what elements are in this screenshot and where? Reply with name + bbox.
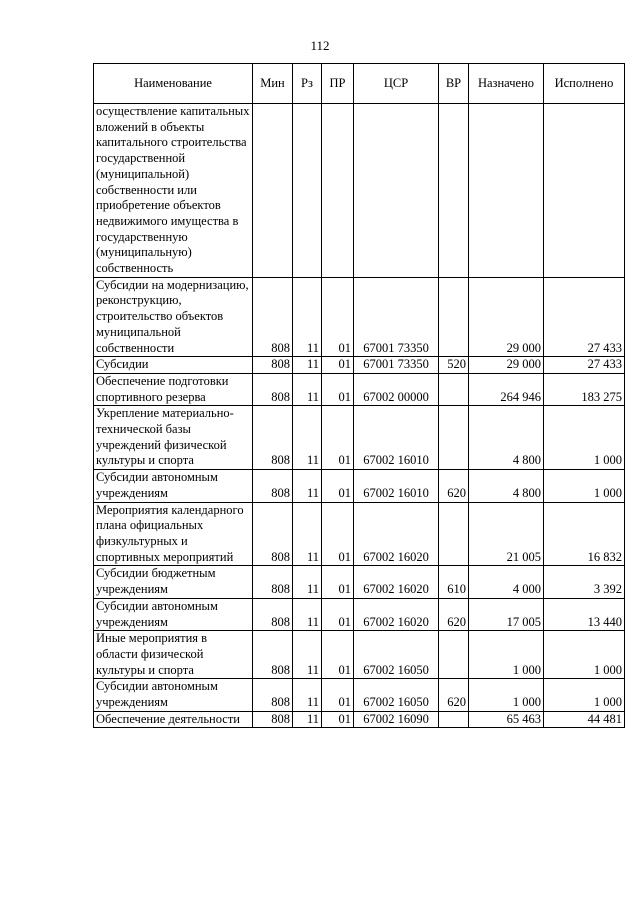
cell-assigned: 65 463 (469, 711, 544, 728)
cell-pr: 01 (322, 470, 354, 502)
table-row (94, 357, 625, 374)
cell-assigned (469, 104, 544, 278)
cell-csr: 67002 16020 (354, 566, 439, 598)
cell-vr (439, 502, 469, 566)
cell-min: 808 (253, 277, 293, 357)
cell-min: 808 (253, 406, 293, 470)
cell-executed: 44 481 (544, 711, 625, 728)
page-number: 112 (310, 38, 330, 53)
cell-rz (293, 104, 322, 278)
cell-assigned: 21 005 (469, 502, 544, 566)
cell-assigned: 1 000 (469, 631, 544, 679)
cell-csr: 67002 16050 (354, 679, 439, 711)
cell-name: Иные мероприятия в области физической культуры и спорта (94, 631, 253, 679)
cell-csr: 67002 16020 (354, 502, 439, 566)
cell-rz: 11 (293, 470, 322, 502)
cell-assigned: 17 005 (469, 598, 544, 630)
cell-rz: 11 (293, 373, 322, 405)
cell-executed (544, 104, 625, 278)
cell-assigned: 29 000 (469, 357, 544, 374)
cell-name: Субсидии на модернизацию, реконструкцию, строительство объектов муниципальной собственности (94, 277, 253, 357)
cell-vr (439, 373, 469, 405)
cell-executed: 3 392 (544, 566, 625, 598)
cell-executed: 1 000 (544, 631, 625, 679)
cell-pr: 01 (322, 277, 354, 357)
header-min: Мин (253, 64, 293, 104)
cell-vr: 620 (439, 598, 469, 630)
cell-name: Субсидии (94, 357, 253, 374)
cell-assigned: 4 000 (469, 566, 544, 598)
header-rz: Рз (293, 64, 322, 104)
cell-name: Мероприятия календарного плана официальных физкультурных и спортивных мероприятий (94, 502, 253, 566)
table-row (94, 566, 625, 598)
cell-csr: 67002 16010 (354, 406, 439, 470)
cell-rz: 11 (293, 711, 322, 728)
cell-executed: 27 433 (544, 277, 625, 357)
cell-vr (439, 406, 469, 470)
cell-vr: 520 (439, 357, 469, 374)
table-row (94, 277, 625, 357)
cell-executed: 183 275 (544, 373, 625, 405)
cell-pr: 01 (322, 711, 354, 728)
cell-name: Субсидии бюджетным учреждениям (94, 566, 253, 598)
cell-min: 808 (253, 470, 293, 502)
cell-executed: 13 440 (544, 598, 625, 630)
header-vr: ВР (439, 64, 469, 104)
table-row (94, 373, 625, 405)
table-header-row (94, 64, 625, 104)
cell-pr: 01 (322, 598, 354, 630)
table-row (94, 104, 625, 278)
cell-assigned: 4 800 (469, 406, 544, 470)
cell-pr: 01 (322, 631, 354, 679)
cell-min: 808 (253, 631, 293, 679)
cell-executed: 1 000 (544, 679, 625, 711)
cell-min: 808 (253, 502, 293, 566)
cell-executed: 16 832 (544, 502, 625, 566)
cell-name: Укрепление материально-технической базы учреждений физической культуры и спорта (94, 406, 253, 470)
cell-vr: 620 (439, 679, 469, 711)
cell-rz: 11 (293, 598, 322, 630)
cell-executed: 27 433 (544, 357, 625, 374)
cell-assigned: 4 800 (469, 470, 544, 502)
cell-pr: 01 (322, 502, 354, 566)
cell-min: 808 (253, 679, 293, 711)
cell-rz: 11 (293, 357, 322, 374)
table-row (94, 711, 625, 728)
cell-rz: 11 (293, 277, 322, 357)
cell-min: 808 (253, 357, 293, 374)
cell-min: 808 (253, 711, 293, 728)
header-name: Наименование (94, 64, 253, 104)
cell-assigned: 1 000 (469, 679, 544, 711)
cell-csr: 67002 16050 (354, 631, 439, 679)
cell-name: Субсидии автономным учреждениям (94, 470, 253, 502)
table-body (94, 104, 625, 728)
cell-rz: 11 (293, 679, 322, 711)
cell-rz: 11 (293, 502, 322, 566)
cell-rz: 11 (293, 631, 322, 679)
cell-vr (439, 277, 469, 357)
cell-pr: 01 (322, 679, 354, 711)
cell-vr: 620 (439, 470, 469, 502)
cell-name: Субсидии автономным учреждениям (94, 679, 253, 711)
cell-pr: 01 (322, 566, 354, 598)
cell-name: Обеспечение деятельности (94, 711, 253, 728)
cell-min: 808 (253, 373, 293, 405)
table-row (94, 406, 625, 470)
cell-csr: 67002 00000 (354, 373, 439, 405)
cell-csr: 67002 16010 (354, 470, 439, 502)
table-row (94, 470, 625, 502)
cell-vr (439, 104, 469, 278)
cell-min: 808 (253, 566, 293, 598)
cell-name: Обеспечение подготовки спортивного резерва (94, 373, 253, 405)
cell-min (253, 104, 293, 278)
table-row (94, 598, 625, 630)
table-row (94, 502, 625, 566)
budget-table (93, 63, 625, 728)
cell-pr (322, 104, 354, 278)
cell-csr (354, 104, 439, 278)
table-row (94, 631, 625, 679)
cell-csr: 67001 73350 (354, 277, 439, 357)
cell-executed: 1 000 (544, 406, 625, 470)
cell-executed: 1 000 (544, 470, 625, 502)
cell-assigned: 264 946 (469, 373, 544, 405)
header-executed: Исполнено (544, 64, 625, 104)
cell-csr: 67002 16020 (354, 598, 439, 630)
cell-rz: 11 (293, 406, 322, 470)
cell-min: 808 (253, 598, 293, 630)
cell-name: Субсидии автономным учреждениям (94, 598, 253, 630)
cell-name: осуществление капитальных вложений в объекты капитального строительства государственной (муниципальной) собственности или приобретение объектов недвижимого имущества в государственную (муниципальную) собственность (94, 104, 253, 278)
header-csr: ЦСР (354, 64, 439, 104)
cell-csr: 67002 16090 (354, 711, 439, 728)
cell-vr (439, 631, 469, 679)
header-assigned: Назначено (469, 64, 544, 104)
cell-vr (439, 711, 469, 728)
cell-assigned: 29 000 (469, 277, 544, 357)
cell-pr: 01 (322, 357, 354, 374)
cell-vr: 610 (439, 566, 469, 598)
cell-pr: 01 (322, 373, 354, 405)
cell-rz: 11 (293, 566, 322, 598)
table-row (94, 679, 625, 711)
cell-pr: 01 (322, 406, 354, 470)
cell-csr: 67001 73350 (354, 357, 439, 374)
header-pr: ПР (322, 64, 354, 104)
